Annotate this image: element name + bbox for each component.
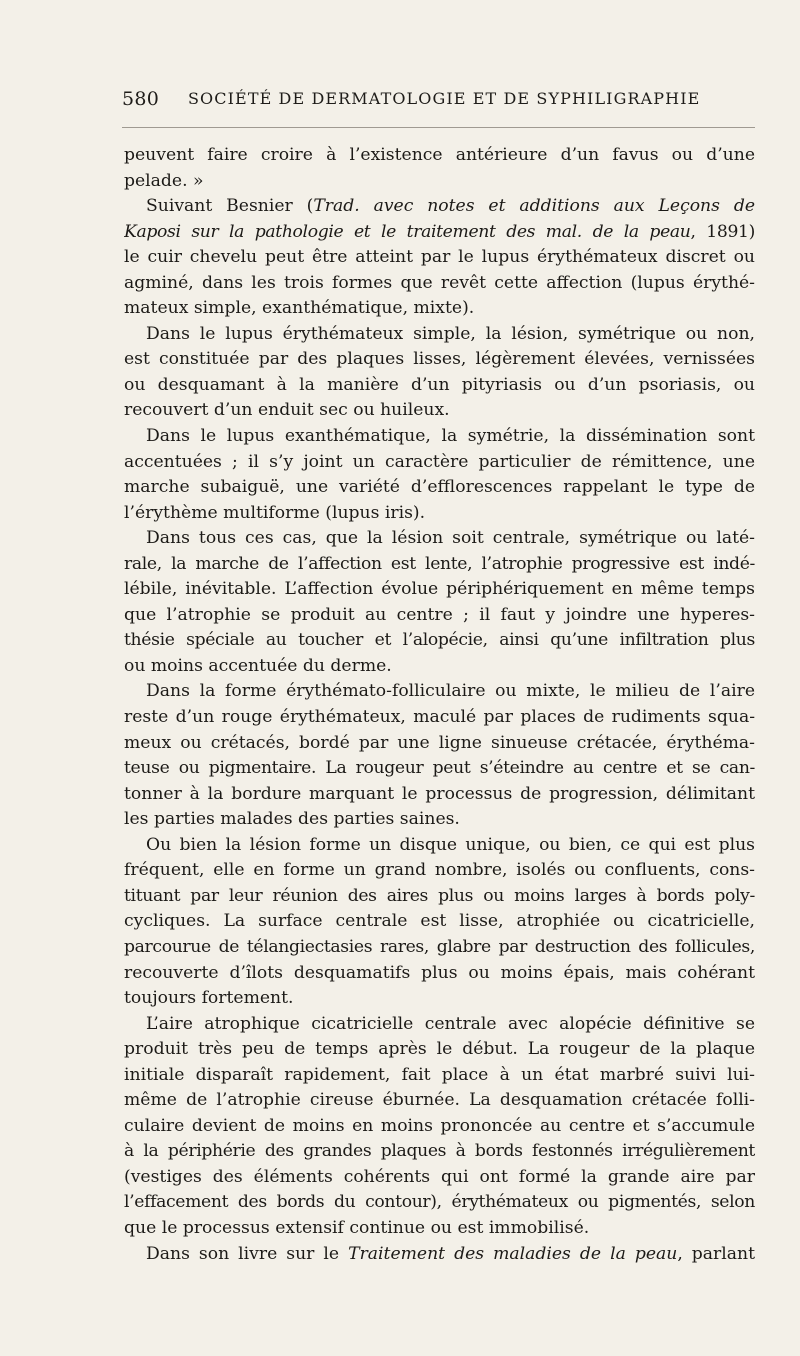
text-line: pelade. » [124, 170, 204, 191]
italic-title: Trad. avec notes et additions aux Leçons de [313, 196, 755, 217]
text-line: accentuées ; il s’y joint un caractère particulier de rémittence, une [124, 451, 755, 472]
text-line: (vestiges des éléments cohérents qui ont formé la grande aire par [124, 1166, 755, 1187]
text-line: les parties malades des parties saines. [124, 809, 460, 830]
italic-title: Traitement des maladies de la peau [348, 1243, 678, 1264]
text-line: Dans tous ces cas, que la lésion soit centrale, symétrique ou laté- [146, 528, 755, 549]
text-fragment: , 1891) [690, 221, 755, 242]
text-fragment: Suivant Besnier ( [146, 196, 314, 217]
text-line: culaire devient de moins en moins prononcée au centre et s’accumule [124, 1115, 755, 1136]
text-line: thésie spéciale au toucher et l’alopécie, ainsi qu’une infiltration plus [124, 630, 755, 651]
text-line: recouverte d’îlots desquamatifs plus ou moins épais, mais cohérant [124, 962, 755, 983]
text-line: cycliques. La surface centrale est lisse, atrophiée ou cicatricielle, [124, 911, 755, 932]
text-line: ou desquamant à la manière d’un pityriasis ou d’un psoriasis, ou [124, 374, 755, 395]
text-line: peuvent faire croire à l’existence antérieure d’un favus ou d’une [124, 145, 755, 165]
text-line: initiale disparaît rapidement, fait place à un état marbré suivi lui- [124, 1064, 755, 1085]
running-title: SOCIÉTÉ DE DERMATOLOGIE ET DE SYPHILIGRAPHIE [188, 89, 701, 108]
text-line: meux ou crétacés, bordé par une ligne sinueuse crétacée, érythéma- [124, 732, 755, 753]
text-fragment: , parlant [677, 1243, 755, 1264]
text-line: agminé, dans les trois formes que revêt cette affection (lupus érythé- [124, 272, 755, 293]
text-line: mateux simple, exanthématique, mixte). [124, 298, 475, 319]
text-line: L’aire atrophique cicatricielle centrale avec alopécie définitive se [146, 1013, 755, 1034]
text-line: Dans le lupus exanthématique, la symétrie, la dissémination sont [146, 426, 755, 447]
text-line: fréquent, elle en forme un grand nombre, isolés ou confluents, cons- [124, 860, 755, 881]
text-line: est constituée par des plaques lisses, légèrement élevées, vernissées [124, 349, 755, 370]
running-header [122, 88, 755, 116]
text-line: recouvert d’un enduit sec ou huileux. [124, 400, 450, 421]
text-line: Dans la forme érythémato-folliculaire ou mixte, le milieu de l’aire [146, 681, 755, 702]
italic-title: Kaposi sur la pathologie et le traitement des mal. de la peau [124, 221, 691, 242]
text-line: Ou bien la lésion forme un disque unique, ou bien, ce qui est plus [146, 834, 755, 855]
text-line: parcourue de télangiectasies rares, glabre par destruction des follicules, [124, 936, 755, 957]
text-line: rale, la marche de l’affection est lente, l’atrophie progressive est indé- [124, 553, 755, 574]
text-line: lébile, inévitable. L’affection évolue périphériquement en même temps [124, 579, 755, 600]
text-line: reste d’un rouge érythémateux, maculé par places de rudiments squa- [124, 707, 755, 728]
text-line: l’érythème multiforme (lupus iris). [124, 502, 426, 523]
text-line [124, 1242, 755, 1268]
text-line: Dans le lupus érythémateux simple, la lésion, symétrique ou non, [146, 323, 755, 344]
text-line: l’effacement des bords du contour), érythémateux ou pigmentés, selon [124, 1192, 755, 1213]
text-line: tonner à la bordure marquant le processus de progression, délimitant [124, 783, 755, 804]
text-line: toujours fortement. [124, 988, 294, 1009]
text-line: marche subaiguë, une variété d’efflorescences rappelant le type de [124, 477, 755, 498]
text-line: ou moins accentuée du derme. [124, 655, 392, 676]
header-rule [122, 127, 755, 128]
body-text [124, 143, 755, 1267]
text-line: le cuir chevelu peut être atteint par le lupus érythémateux discret ou [124, 247, 755, 268]
text-fragment: Dans son livre sur le [146, 1243, 349, 1264]
text-line: produit très peu de temps après le début. La rougeur de la plaque [124, 1039, 755, 1060]
text-line: à la périphérie des grandes plaques à bords festonnés irrégulièrement [124, 1141, 755, 1162]
text-line: même de l’atrophie cireuse éburnée. La desquamation crétacée folli- [124, 1090, 755, 1111]
text-line: tituant par leur réunion des aires plus ou moins larges à bords poly- [124, 885, 755, 906]
text-line: que le processus extensif continue ou est immobilisé. [124, 1217, 590, 1238]
text-line: teuse ou pigmentaire. La rougeur peut s’éteindre au centre et se can- [124, 758, 755, 779]
text-line [124, 220, 755, 246]
text-line: que l’atrophie se produit au centre ; il faut y joindre une hyperes- [124, 604, 755, 625]
page-number: 580 [122, 88, 160, 110]
text-line [124, 194, 755, 220]
